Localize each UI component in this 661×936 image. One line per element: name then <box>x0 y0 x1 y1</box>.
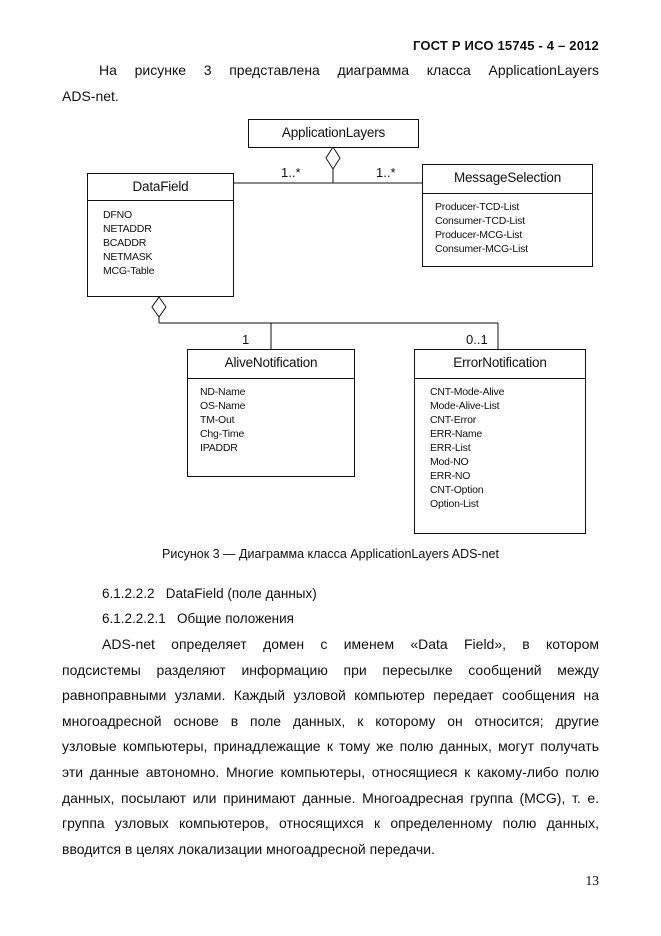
class-name: DataField <box>132 179 189 194</box>
multiplicity-data-field: 1..* <box>281 165 301 180</box>
section-heading-general: 6.1.2.2.2.1 Общие положения <box>102 611 294 626</box>
attribute: Chg-Time <box>200 428 245 440</box>
attribute: ERR-Name <box>430 428 483 440</box>
section-heading-datafield: 6.1.2.2.2 DataField (поле данных) <box>102 586 317 601</box>
class-application-layers <box>248 119 419 148</box>
class-attributes <box>200 385 245 455</box>
document-header: ГОСТ Р ИСО 15745 - 4 – 2012 <box>412 38 599 53</box>
intro-line-2: ADS-net. <box>62 88 119 104</box>
attribute: CNT-Error <box>430 414 477 426</box>
attribute: Option-List <box>430 498 479 510</box>
class-data-field <box>87 173 234 297</box>
multiplicity-alive-notification: 1 <box>242 332 250 347</box>
aggregation-diamond-top <box>326 147 340 169</box>
attribute: TM-Out <box>200 414 235 426</box>
class-message-selection <box>422 164 593 267</box>
attribute: ERR-NO <box>430 470 471 482</box>
attribute: Producer-MCG-List <box>435 229 523 241</box>
attribute: Consumer-MCG-List <box>435 243 528 255</box>
intro-line-1: На рисунке 3 представлена диаграмма класса ApplicationLayers <box>99 62 599 78</box>
class-attributes <box>103 208 154 278</box>
body-line: подсистемы разделяют информацию при пересылке сообщений между <box>62 661 599 678</box>
body-line: узловые компьютеры, принадлежащие к тому же полю данных, могут получать <box>62 738 599 755</box>
class-separator <box>88 200 233 201</box>
class-name: ApplicationLayers <box>281 125 386 140</box>
attribute: Mod-NO <box>430 456 469 468</box>
figure-caption: Рисунок 3 — Диаграмма класса ApplicationLayers ADS-net <box>162 547 499 561</box>
class-attributes <box>430 385 504 511</box>
body-line: ADS-net определяет домен с именем «Data Field», в котором <box>102 636 599 652</box>
attribute: Consumer-TCD-List <box>435 215 525 227</box>
class-separator <box>415 378 585 379</box>
multiplicity-message-selection: 1..* <box>376 165 396 180</box>
class-separator <box>423 193 592 194</box>
body-line: вводится в целях локализации многоадресной передачи. <box>62 840 435 857</box>
body-line: многоадресной основе в поле данных, к которому он относится; другие <box>62 712 599 729</box>
body-line: данных, посылают или принимают данные. Многоадресная группа (MCG), т. е. <box>62 789 599 806</box>
body-line: эти данные автономно. Многие компьютеры, относящиеся к какому-либо полю <box>62 763 599 780</box>
attribute: NETMASK <box>103 251 153 263</box>
body-line: равноправными узлами. Каждый узловой компьютер передает сообщения на <box>62 687 599 704</box>
attribute: Mode-Alive-List <box>430 400 500 412</box>
class-separator <box>188 378 354 379</box>
attribute: ND-Name <box>200 386 246 398</box>
attribute: CNT-Mode-Alive <box>430 386 505 398</box>
attribute: DFNO <box>103 209 132 221</box>
body-paragraph <box>62 632 599 862</box>
attribute: OS-Name <box>200 400 246 412</box>
attribute: CNT-Option <box>430 484 484 496</box>
class-error-notification <box>414 349 586 534</box>
aggregation-diamond-datafield <box>152 297 166 317</box>
page-number: 13 <box>585 873 599 888</box>
class-name: ErrorNotification <box>453 355 547 370</box>
multiplicity-error-notification: 0..1 <box>466 332 488 347</box>
body-line: группа узловых компьютеров, относящихся к определенному полю данных, <box>62 815 599 832</box>
attribute: NETADDR <box>103 223 152 235</box>
class-attributes <box>435 200 528 256</box>
class-name: MessageSelection <box>453 170 562 185</box>
class-alive-notification <box>187 349 355 477</box>
attribute: ERR-List <box>430 442 471 454</box>
attribute: MCG-Table <box>103 265 155 277</box>
attribute: BCADDR <box>103 237 147 249</box>
attribute: Producer-TCD-List <box>435 201 520 213</box>
attribute: IPADDR <box>200 442 238 454</box>
class-name: AliveNotification <box>224 355 318 370</box>
